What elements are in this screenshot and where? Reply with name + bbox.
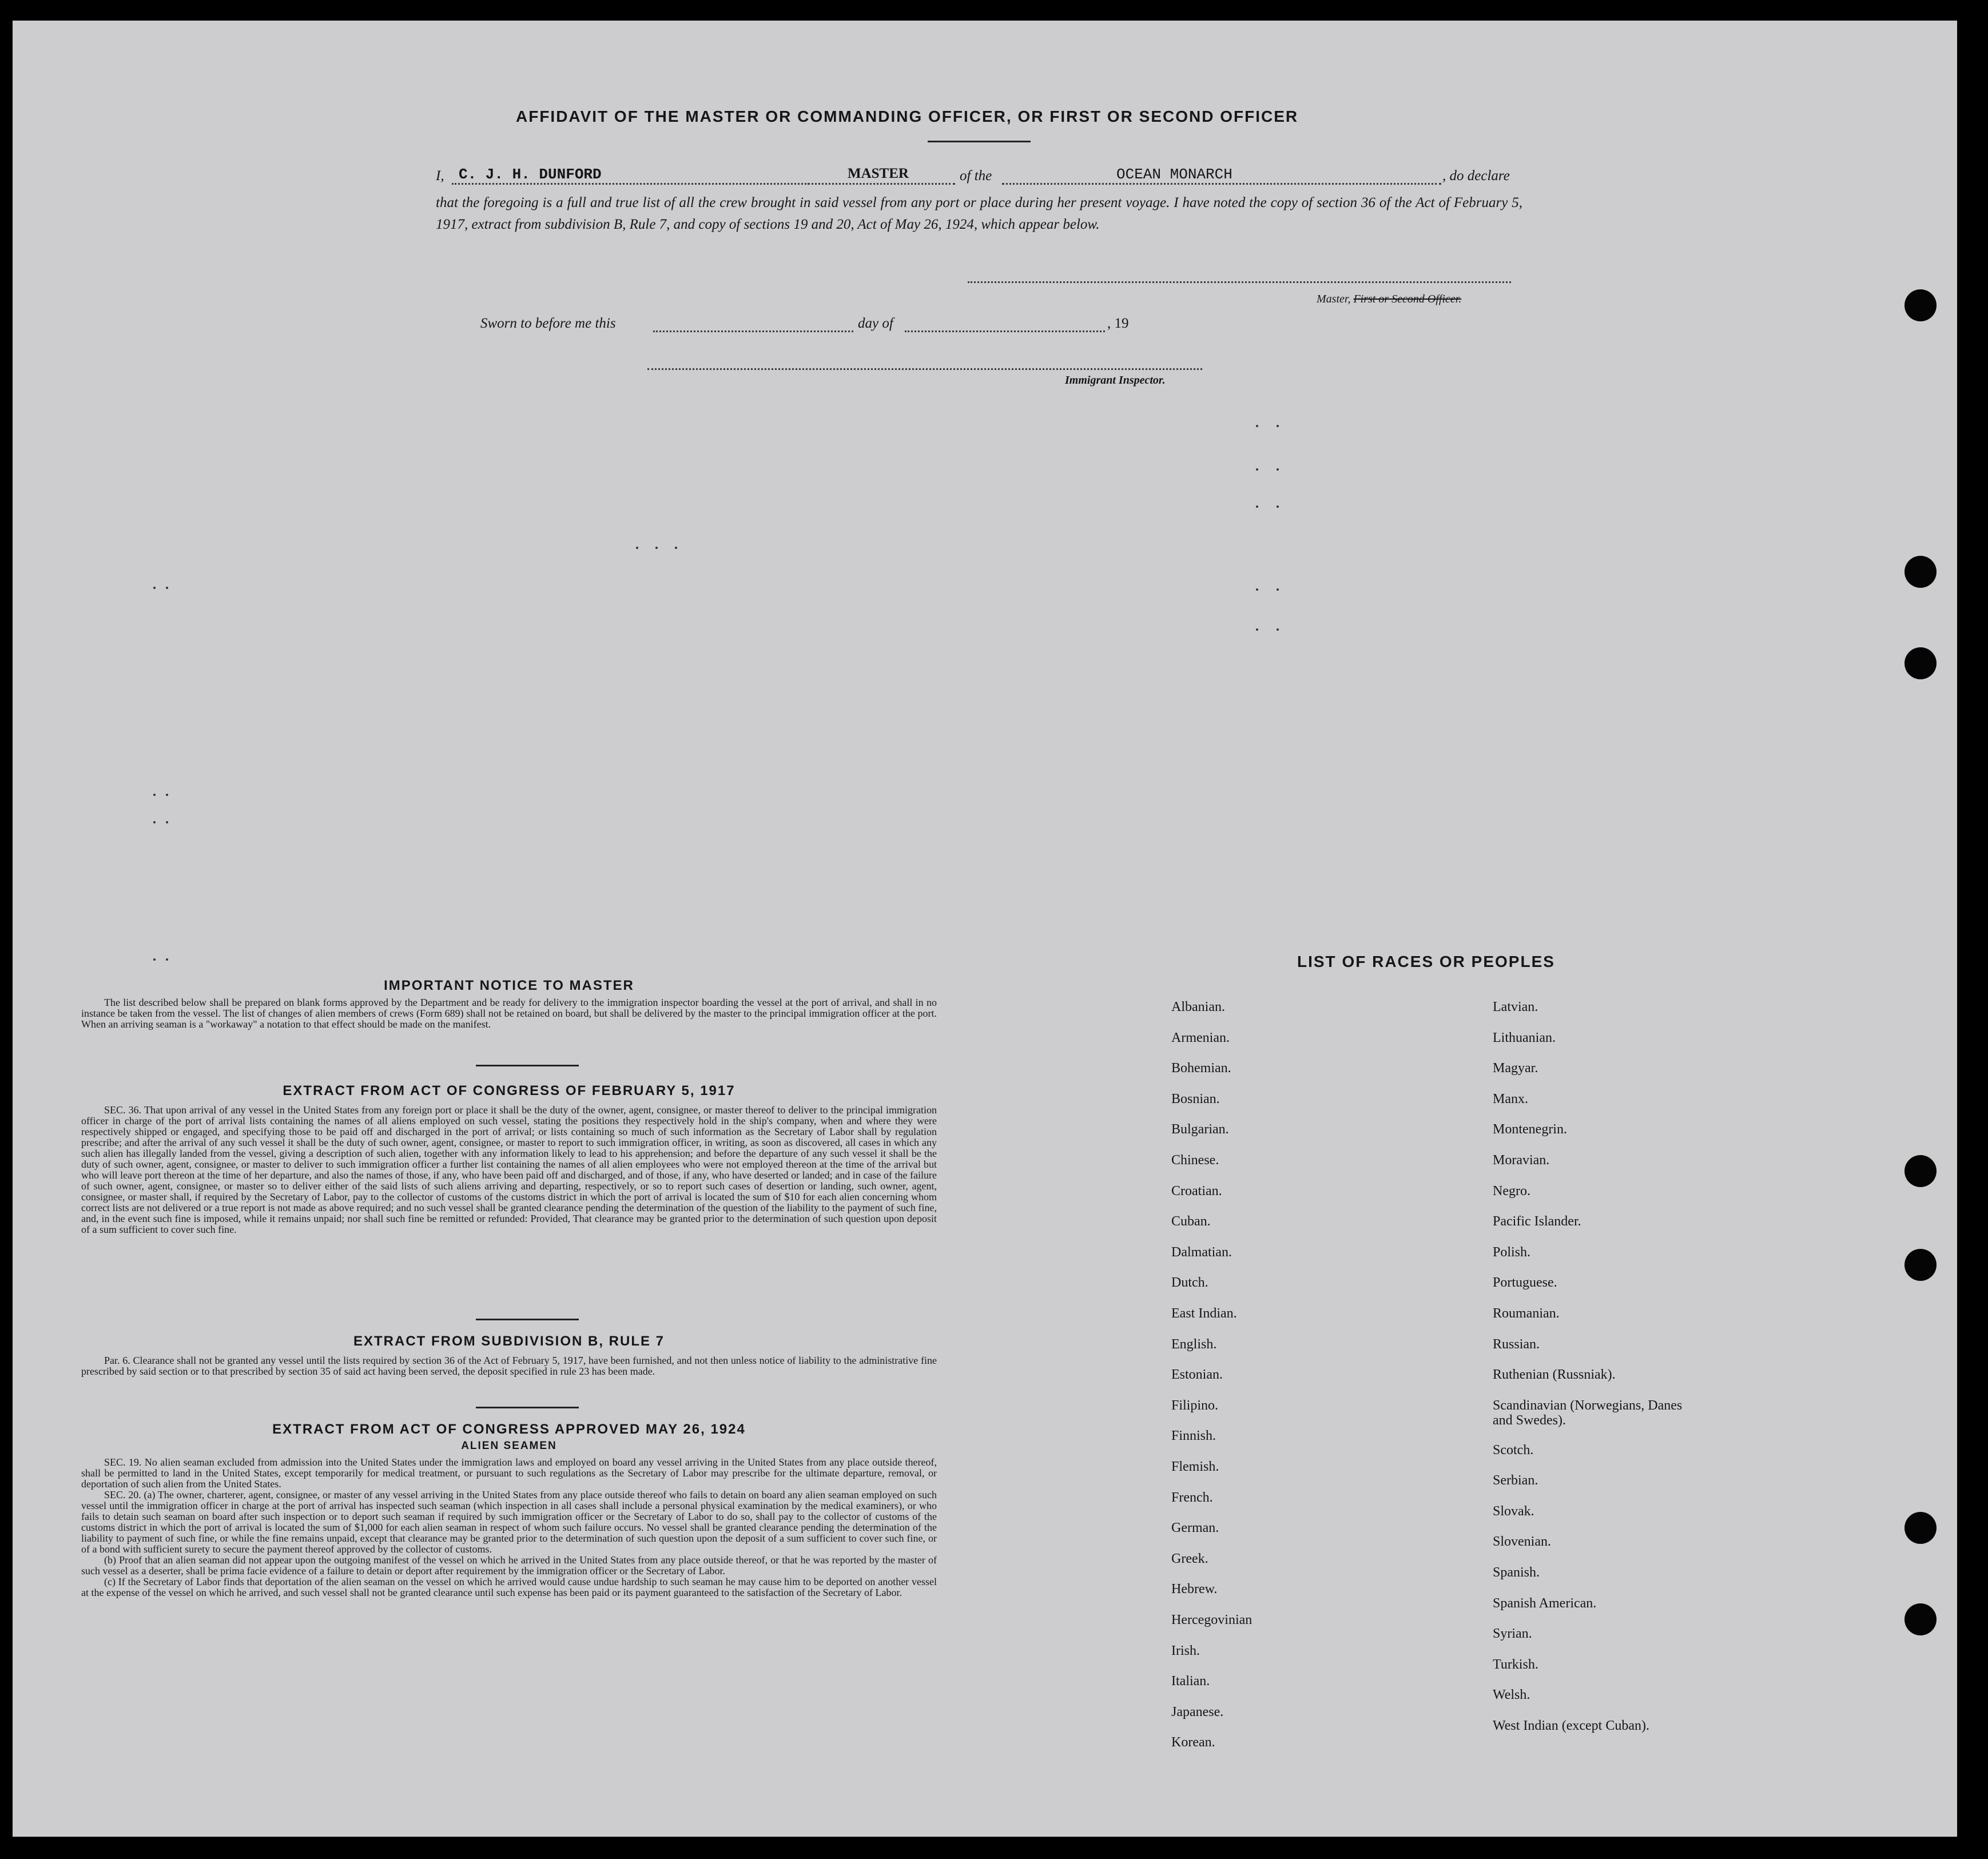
race-item: Scotch. — [1493, 1442, 1534, 1458]
speck — [1277, 425, 1279, 427]
race-item: Cuban. — [1171, 1214, 1211, 1229]
signature-caption — [1317, 293, 1461, 306]
divider — [476, 1065, 579, 1066]
notice-section — [81, 978, 937, 1030]
race-item: Bosnian. — [1171, 1091, 1220, 1106]
signature-line — [968, 281, 1511, 283]
divider — [476, 1319, 579, 1320]
race-item: Spanish American. — [1493, 1595, 1597, 1611]
race-item: Moravian. — [1493, 1153, 1550, 1168]
of-the-label: of the — [960, 168, 992, 184]
document-sheet — [13, 21, 1957, 1837]
speck — [655, 547, 658, 549]
speck — [153, 821, 156, 823]
race-item: Pacific Islander. — [1493, 1214, 1581, 1229]
extract-rule7-title: EXTRACT FROM SUBDIVISION B, RULE 7 — [353, 1333, 665, 1349]
punch-hole — [1904, 647, 1937, 679]
race-item: Albanian. — [1171, 1000, 1225, 1014]
race-item: Russian. — [1493, 1336, 1540, 1352]
speck — [1256, 588, 1258, 591]
punch-hole — [1904, 556, 1937, 588]
speck — [1277, 588, 1279, 591]
race-item: Estonian. — [1171, 1367, 1223, 1383]
race-item: Bohemian. — [1171, 1061, 1231, 1076]
race-item: Serbian. — [1493, 1473, 1538, 1488]
sworn-month-line — [905, 331, 1105, 332]
divider — [928, 141, 1031, 142]
declaration-line — [436, 166, 1522, 189]
extract-1917-section — [81, 1083, 937, 1235]
punch-hole — [1904, 1155, 1937, 1187]
name-underline — [452, 183, 806, 185]
speck — [1277, 628, 1279, 631]
race-item: Magyar. — [1493, 1061, 1538, 1076]
inspector-line — [647, 368, 1202, 370]
extract-1924-subtitle: ALIEN SEAMEN — [461, 1440, 557, 1452]
race-item: Bulgarian. — [1171, 1122, 1229, 1137]
race-item: Hercegovinian — [1171, 1613, 1253, 1627]
year-prefix: , 19 — [1107, 316, 1129, 331]
punch-hole — [1904, 1249, 1937, 1281]
race-item: Montenegrin. — [1493, 1122, 1567, 1137]
speck — [1256, 425, 1258, 427]
race-item: West Indian (except Cuban). — [1493, 1718, 1649, 1733]
speck — [166, 958, 168, 961]
race-item: Lithuanian. — [1493, 1030, 1556, 1045]
race-item: Slovenian. — [1493, 1534, 1551, 1550]
race-item: Dalmatian. — [1171, 1244, 1232, 1260]
race-item: Korean. — [1171, 1735, 1215, 1750]
do-declare-label: , do declare — [1442, 168, 1510, 184]
speck — [1256, 468, 1258, 471]
sec20b-text: (b) Proof that an alien seaman did not appear upon the outgoing manifest of the vessel on which he arrived in the United States from any place outside thereof, or that he was reported by the master of such vessel as a deserter, shall be prima facie evidence of a failure to detain or deport after requirement by the immigration officer or the Secretary of Labor. — [81, 1554, 937, 1577]
master-name: C. J. H. DUNFORD — [459, 166, 602, 183]
day-of-label: day of — [858, 316, 893, 331]
race-item: Greek. — [1171, 1551, 1208, 1566]
punch-hole — [1904, 289, 1937, 321]
race-item: Finnish. — [1171, 1428, 1216, 1444]
speck — [153, 958, 156, 961]
speck — [166, 821, 168, 823]
race-item: Polish. — [1493, 1244, 1531, 1260]
race-item: Flemish. — [1171, 1459, 1219, 1474]
race-item: Roumanian. — [1493, 1306, 1560, 1321]
punch-hole — [1904, 1603, 1937, 1635]
extract-1917-title: EXTRACT FROM ACT OF CONGRESS OF FEBRUARY 5, 1917 — [283, 1083, 735, 1098]
race-item: Chinese. — [1171, 1153, 1219, 1168]
race-item: Italian. — [1171, 1674, 1210, 1689]
notice-title: IMPORTANT NOTICE TO MASTER — [384, 978, 634, 993]
race-item: English. — [1171, 1336, 1217, 1352]
vessel-underline — [1002, 183, 1441, 185]
speck — [153, 587, 156, 589]
vessel-name: OCEAN MONARCH — [1116, 166, 1232, 183]
race-item: Turkish. — [1493, 1657, 1538, 1672]
caption-struck-officer: First or Second Officer. — [1353, 293, 1462, 305]
race-item: Irish. — [1171, 1643, 1200, 1658]
race-item: German. — [1171, 1520, 1219, 1536]
extract-1924-title: EXTRACT FROM ACT OF CONGRESS APPROVED MAY 26, 1924 — [272, 1422, 746, 1437]
speck — [153, 794, 156, 796]
sec20a-text: SEC. 20. (a) The owner, charterer, agent, consignee, or master of any vessel arriving in the United States from any place outside thereof who fails to detain on board any alien seaman employed on such vessel until the immigration officer in charge at the port of arrival has inspected such seaman (which inspection in all cases shall include a personal physical examination by the medical examiners), or who fails to detain such seaman on board after such inspection or to deport such seaman if required by such immigration officer or the Secretary of Labor to do so, shall pay to the collector of customs of the customs district in which the port of arrival is located the sum of $1,000 for each alien seaman in respect of whom such failure occurs. No vessel shall be granted clearance pending the determination of the liability to payment of such fine, or while the fine remains unpaid, except that clearance may be granted prior to the determination of such question upon the deposit of a sum sufficient to cover such fine, or of a bond with sufficient surety to secure the payment thereof approved by the collector of customs. — [81, 1489, 937, 1555]
race-item: Dutch. — [1171, 1275, 1208, 1291]
race-item: Japanese. — [1171, 1704, 1224, 1719]
speck — [166, 587, 168, 589]
sworn-line — [480, 316, 1167, 339]
extract-1917-text: SEC. 36. That upon arrival of any vessel in the United States from any foreign port or place it shall be the duty of the owner, agent, consignee, or master thereof to deliver to the principal immigration officer in charge of the port of arrival lists containing the names of all aliens employed on such vessel, stating the positions they respectively hold in the ship's company, when and where they were respectively shipped or engaged, and specifying those to be paid off and discharged in the port of arrival; or lists containing so much of such information as the Secretary of Labor shall by regulation prescribe; and after the arrival of any such vessel it shall be the duty of such owner, agent, consignee, or master to report to such immigration officer, in writing, as soon as discovered, all cases in which any such alien has illegally landed from the vessel, giving a description of such alien, together with any information likely to lead to his apprehension; and before the departure of any such vessel it shall be the duty of such owner, agent, consignee, or master to deliver to such immigration officer a further list containing the names of all alien employees who were not employed thereon at the time of the arrival but who will leave port thereon at the time of her departure, and also the names of those, if any, who have been paid off and discharged, and of those, if any, who have deserted or landed; and in case of the failure of such owner, agent, consignee, or master so to deliver either of the said lists of such aliens arriving and departing, respectively, or so to report such cases of desertion or landing, such owner, agent, consignee, or master shall, if required by the Secretary of Labor, pay to the collector of customs of the customs district in which the port of arrival is located the sum of $10 for each alien concerning whom correct lists are not delivered or a true report is not made as above required; and no such vessel shall be granted clearance pending the determination of the question of the liability to the payment of such fine, and, in the event such fine is imposed, while it remains unpaid; nor shall such fine be remitted or refunded: Provided, That clearance may be granted prior to the determination of such question upon deposit of a sum sufficient to cover such fine. — [81, 1104, 937, 1235]
race-item: Syrian. — [1493, 1626, 1532, 1642]
sworn-day-line — [653, 331, 853, 332]
affidavit-title: AFFIDAVIT OF THE MASTER OR COMMANDING OFFICER, OR FIRST OR SECOND OFFICER — [516, 108, 1299, 125]
race-item: East Indian. — [1171, 1306, 1237, 1321]
race-item: Croatian. — [1171, 1183, 1222, 1199]
speck — [1277, 468, 1279, 471]
speck — [1256, 628, 1258, 631]
race-item: Slovak. — [1493, 1503, 1534, 1519]
sec19-text: SEC. 19. No alien seaman excluded from admission into the United States under the immigration laws and employed on board any vessel arriving in the United States from any place outside thereof, shall be permitted to land in the United States, except temporarily for medical treatment, or pursuant to such regulations as the Secretary of Labor may prescribe for the ultimate departure, removal, or deportation of such alien from the United States. — [81, 1456, 937, 1490]
speck — [636, 547, 638, 549]
rank-underline — [808, 183, 955, 185]
race-item: French. — [1171, 1490, 1213, 1505]
punch-hole — [1904, 1512, 1937, 1544]
i-prefix: I, — [436, 168, 444, 184]
race-item: Portuguese. — [1493, 1275, 1557, 1291]
race-item: Negro. — [1493, 1183, 1530, 1199]
rank: MASTER — [848, 166, 909, 181]
race-item: Filipino. — [1171, 1398, 1219, 1413]
race-item: Armenian. — [1171, 1030, 1230, 1045]
extract-rule7-section — [81, 1333, 937, 1377]
speck — [675, 547, 677, 549]
sworn-label: Sworn to before me this — [480, 316, 616, 331]
inspector-caption: Immigrant Inspector. — [1065, 374, 1166, 387]
declaration-body: that the foregoing is a full and true list of all the crew brought in said vessel from any port or place during her present voyage. I have noted the copy of section 36 of the Act of February 5, 1917, extract from subdivision B, Rule 7, and copy of sections 19 and 20, Act of May 26, 1924, which appear below. — [436, 195, 1522, 232]
notice-text: The list described below shall be prepared on blank forms approved by the Department and be ready for delivery to the immigration inspector boarding the vessel at the port of arrival, and shall in no instance be taken from the vessel. The list of changes of alien members of crews (Form 689) shall not be retained on board, but shall be delivered by the master to the principal immigration officer at the port. When an arriving seaman is a "workaway" a notation to that effect should be made on the manifest. — [81, 997, 937, 1030]
race-item: Latvian. — [1493, 1000, 1538, 1014]
races-title: LIST OF RACES OR PEOPLES — [1297, 953, 1555, 970]
race-item: Ruthenian (Russniak). — [1493, 1367, 1616, 1383]
race-item: Scandinavian (Norwegians, Danes and Swedes). — [1493, 1398, 1683, 1428]
extract-1924-section — [81, 1422, 937, 1598]
speck — [1256, 505, 1258, 508]
race-item: Hebrew. — [1171, 1582, 1218, 1597]
speck — [1277, 505, 1279, 508]
speck — [166, 794, 168, 796]
sec20c-text: (c) If the Secretary of Labor finds that deportation of the alien seaman on the vessel on which he arrived would cause undue hardship to such seaman he may cause him to be deported on another vessel at the expense of the vessel on which he arrived, and such vessel shall not be granted clearance until such expense has been paid or its payment guaranteed to the satisfaction of the Secretary of Labor. — [81, 1576, 937, 1598]
caption-master: Master, — [1317, 293, 1351, 305]
race-item: Manx. — [1493, 1091, 1528, 1106]
extract-rule7-text: Par. 6. Clearance shall not be granted any vessel until the lists required by section 36 of the Act of February 5, 1917, have been furnished, and not then unless notice of liability to the administrative fine prescribed by said section or to that prescribed by section 35 of said act having been served, the deposit specified in rule 23 has been made. — [81, 1355, 937, 1377]
race-item: Spanish. — [1493, 1565, 1540, 1580]
divider — [476, 1407, 579, 1408]
race-item: Welsh. — [1493, 1687, 1530, 1703]
